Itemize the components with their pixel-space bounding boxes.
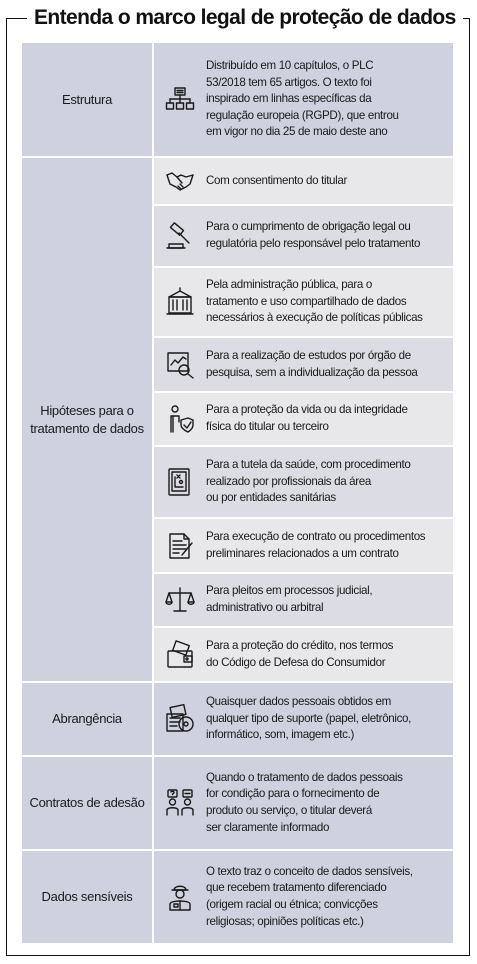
scales-of-justice-icon (154, 585, 206, 615)
item-text: Pela administração pública, para o tratamento e uso compartilhado de dados necessários à execução de políticas públicas (206, 278, 423, 325)
media-formats-icon (154, 704, 206, 734)
worker-person-icon (154, 882, 206, 912)
section-label: Dados sensíveis (22, 851, 154, 943)
research-magnifier-icon (154, 350, 206, 380)
wallet-card-icon (154, 640, 206, 670)
item-text: Para a proteção do crédito, nos termos do Código de Defesa do Consumidor (206, 638, 394, 669)
item-text: O texto traz o conceito de dados sensíveis, que recebem tratamento diferenciado (origem racial ou étnica; convicções religiosas; opiniões políticas etc.) (206, 864, 413, 928)
item-text: Com consentimento do titular (206, 173, 347, 187)
section-dados-sensiveis (22, 851, 453, 943)
list-item (154, 158, 453, 206)
section-contratos (22, 757, 453, 851)
item-text: Para pleitos em processos judicial, administrativo ou arbitral (206, 584, 373, 614)
section-label: Hipóteses para o tratamento de dados (22, 158, 154, 681)
section-hipoteses (22, 158, 453, 683)
section-label: Estrutura (22, 43, 154, 156)
list-item (154, 206, 453, 268)
page-title: Entenda o marco legal de proteção de dados (27, 2, 463, 34)
contract-document-icon (154, 531, 206, 561)
item-text: Quaisquer dados pessoais obtidos em qualquer tipo de suporte (papel, eletrônico, informático, som, imagem etc.) (206, 695, 412, 742)
list-item (154, 338, 453, 393)
section-label: Abrangência (22, 683, 154, 755)
people-question-icon (154, 788, 206, 818)
list-item (154, 574, 453, 628)
item-text: Quando o tratamento de dados pessoais for condição para o fornecimento de produto ou serviço, o titular deverá ser claramente informado (206, 770, 403, 834)
list-item (154, 43, 453, 156)
list-item (154, 683, 453, 755)
section-estrutura (22, 43, 453, 158)
section-label: Contratos de adesão (22, 757, 154, 849)
legal-framework-table (22, 43, 453, 943)
list-item (154, 519, 453, 574)
handshake-icon (154, 166, 206, 196)
government-building-icon (154, 287, 206, 317)
list-item (154, 851, 453, 943)
item-text: Para a proteção da vida ou da integridade física do titular ou terceiro (206, 403, 408, 433)
list-item (154, 447, 453, 519)
item-text: Distribuído em 10 capítulos, o PLC 53/2018 tem 65 artigos. O texto foi inspirado em linhas específicas da regulação europeia (RGPD), que entrou em vigor no dia 25 de maio deste ano (206, 59, 399, 139)
list-item (154, 628, 453, 681)
person-shield-icon (154, 404, 206, 434)
list-item (154, 757, 453, 849)
item-text: Para o cumprimento de obrigação legal ou regulatória pelo responsável pelo tratamento (206, 220, 421, 250)
item-text: Para a tutela da saúde, com procedimento realizado por profissionais da área ou por entidades sanitárias (206, 458, 411, 505)
gavel-icon (154, 221, 206, 251)
section-abrangencia (22, 683, 453, 757)
item-text: Para a realização de estudos por órgão de pesquisa, sem a individualização da pessoa (206, 348, 418, 379)
item-text: Para execução de contrato ou procedimentos preliminares relacionados a um contrato (206, 529, 426, 560)
org-chart-icon (154, 85, 206, 115)
list-item (154, 393, 453, 447)
medical-tablet-icon (154, 467, 206, 497)
list-item (154, 268, 453, 338)
